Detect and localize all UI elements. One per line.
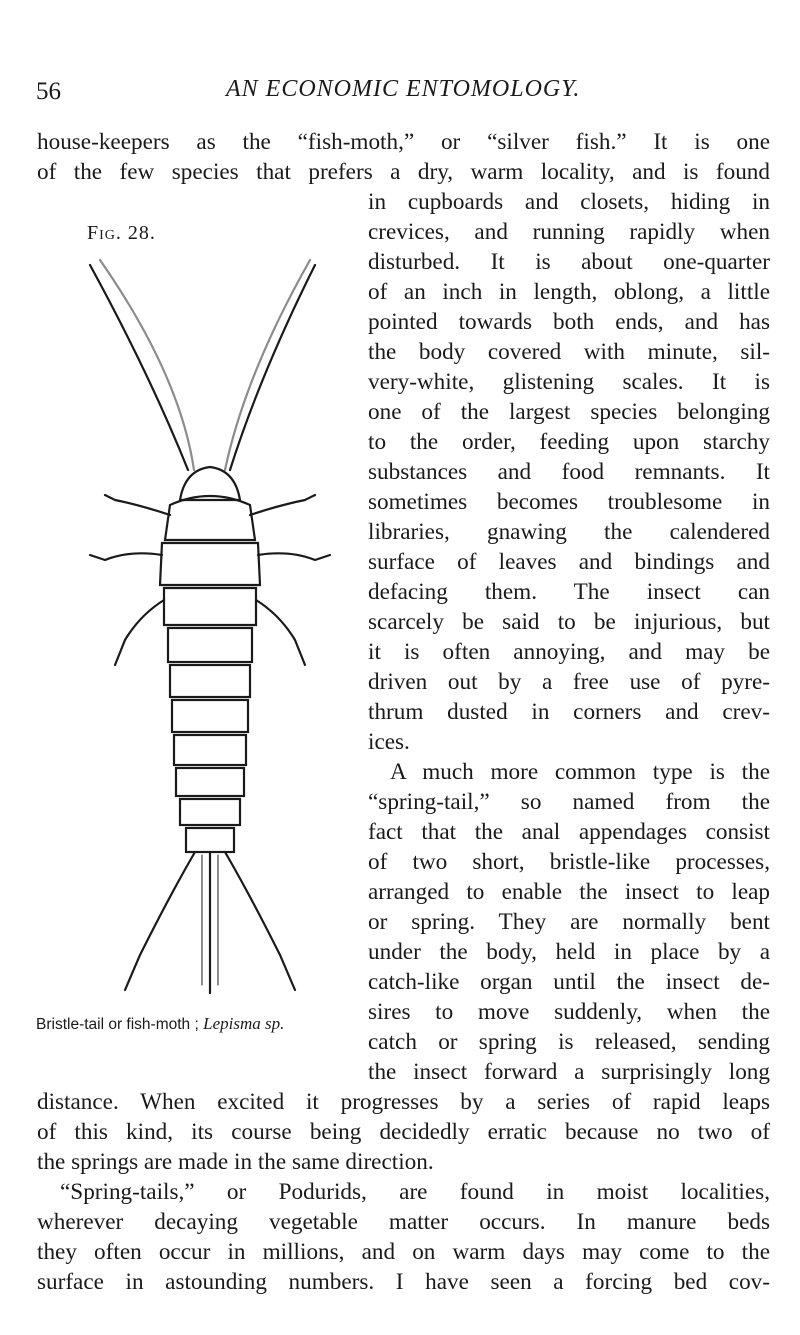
text-line: A much more common type is the [390, 759, 770, 785]
text-line: fact that the anal appendages consist [368, 819, 770, 845]
text-line: the insect forward a surprisingly long [368, 1059, 770, 1085]
figure-caption [36, 1014, 356, 1034]
text-line: to the order, feeding upon starchy [368, 429, 770, 455]
text-line: substances and food remnants. It [368, 459, 770, 485]
running-title: AN ECONOMIC ENTOMOLOGY. [226, 76, 581, 102]
page-number: 56 [36, 78, 61, 105]
text-line: libraries, gnawing the calendered [368, 519, 770, 545]
text-line: ices. [368, 729, 410, 755]
text-line: crevices, and running rapidly when [368, 219, 770, 245]
text-line: they often occur in millions, and on warm days may come to the [37, 1239, 770, 1265]
text-line: driven out by a free use of pyre- [368, 669, 770, 695]
text-line: of this kind, its course being decidedly erratic because no two of [37, 1119, 770, 1145]
text-line: the body covered with minute, sil- [368, 339, 770, 365]
text-line: sometimes becomes troublesome in [368, 489, 770, 515]
caption-species: Lepisma sp. [203, 1014, 285, 1033]
text-line: of an inch in length, oblong, a little [368, 279, 770, 305]
page-header [36, 74, 766, 108]
text-line: wherever decaying vegetable matter occurs. In manure beds [37, 1209, 770, 1235]
text-line: the springs are made in the same direction. [37, 1149, 434, 1175]
insect-figure [70, 255, 360, 995]
text-line: of the few species that prefers a dry, warm locality, and is found [37, 159, 770, 185]
text-line: scarcely be said to be injurious, but [368, 609, 770, 635]
text-line: distance. When excited it progresses by a series of rapid leaps [37, 1089, 770, 1115]
text-line: catch or spring is released, sending [368, 1029, 770, 1055]
text-line: it is often annoying, and may be [368, 639, 770, 665]
text-line: arranged to enable the insect to leap [368, 879, 770, 905]
text-line: very-white, glistening scales. It is [368, 369, 770, 395]
figure-label: Fig. 28. [87, 222, 156, 244]
text-line: disturbed. It is about one-quarter [368, 249, 770, 275]
text-line: house-keepers as the “fish-moth,” or “silver fish.” It is one [37, 129, 770, 155]
text-line: or spring. They are normally bent [368, 909, 770, 935]
text-line: surface of leaves and bindings and [368, 549, 770, 575]
text-line: surface in astounding numbers. I have seen a forcing bed cov- [37, 1269, 770, 1295]
text-line: of two short, bristle-like processes, [368, 849, 770, 875]
text-line: in cupboards and closets, hiding in [368, 189, 770, 215]
text-line: one of the largest species belonging [368, 399, 770, 425]
text-line: sires to move suddenly, when the [368, 999, 770, 1025]
text-line: “spring-tail,” so named from the [368, 789, 770, 815]
text-line: “Spring-tails,” or Podurids, are found in moist localities, [60, 1179, 770, 1205]
caption-text: Bristle-tail or fish-moth ; [36, 1016, 199, 1033]
text-line: thrum dusted in corners and crev- [368, 699, 770, 725]
text-line: catch-like organ until the insect de- [368, 969, 770, 995]
text-line: under the body, held in place by a [368, 939, 770, 965]
text-line: pointed towards both ends, and has [368, 309, 770, 335]
text-line: defacing them. The insect can [368, 579, 770, 605]
lepisma-illustration [70, 255, 360, 995]
